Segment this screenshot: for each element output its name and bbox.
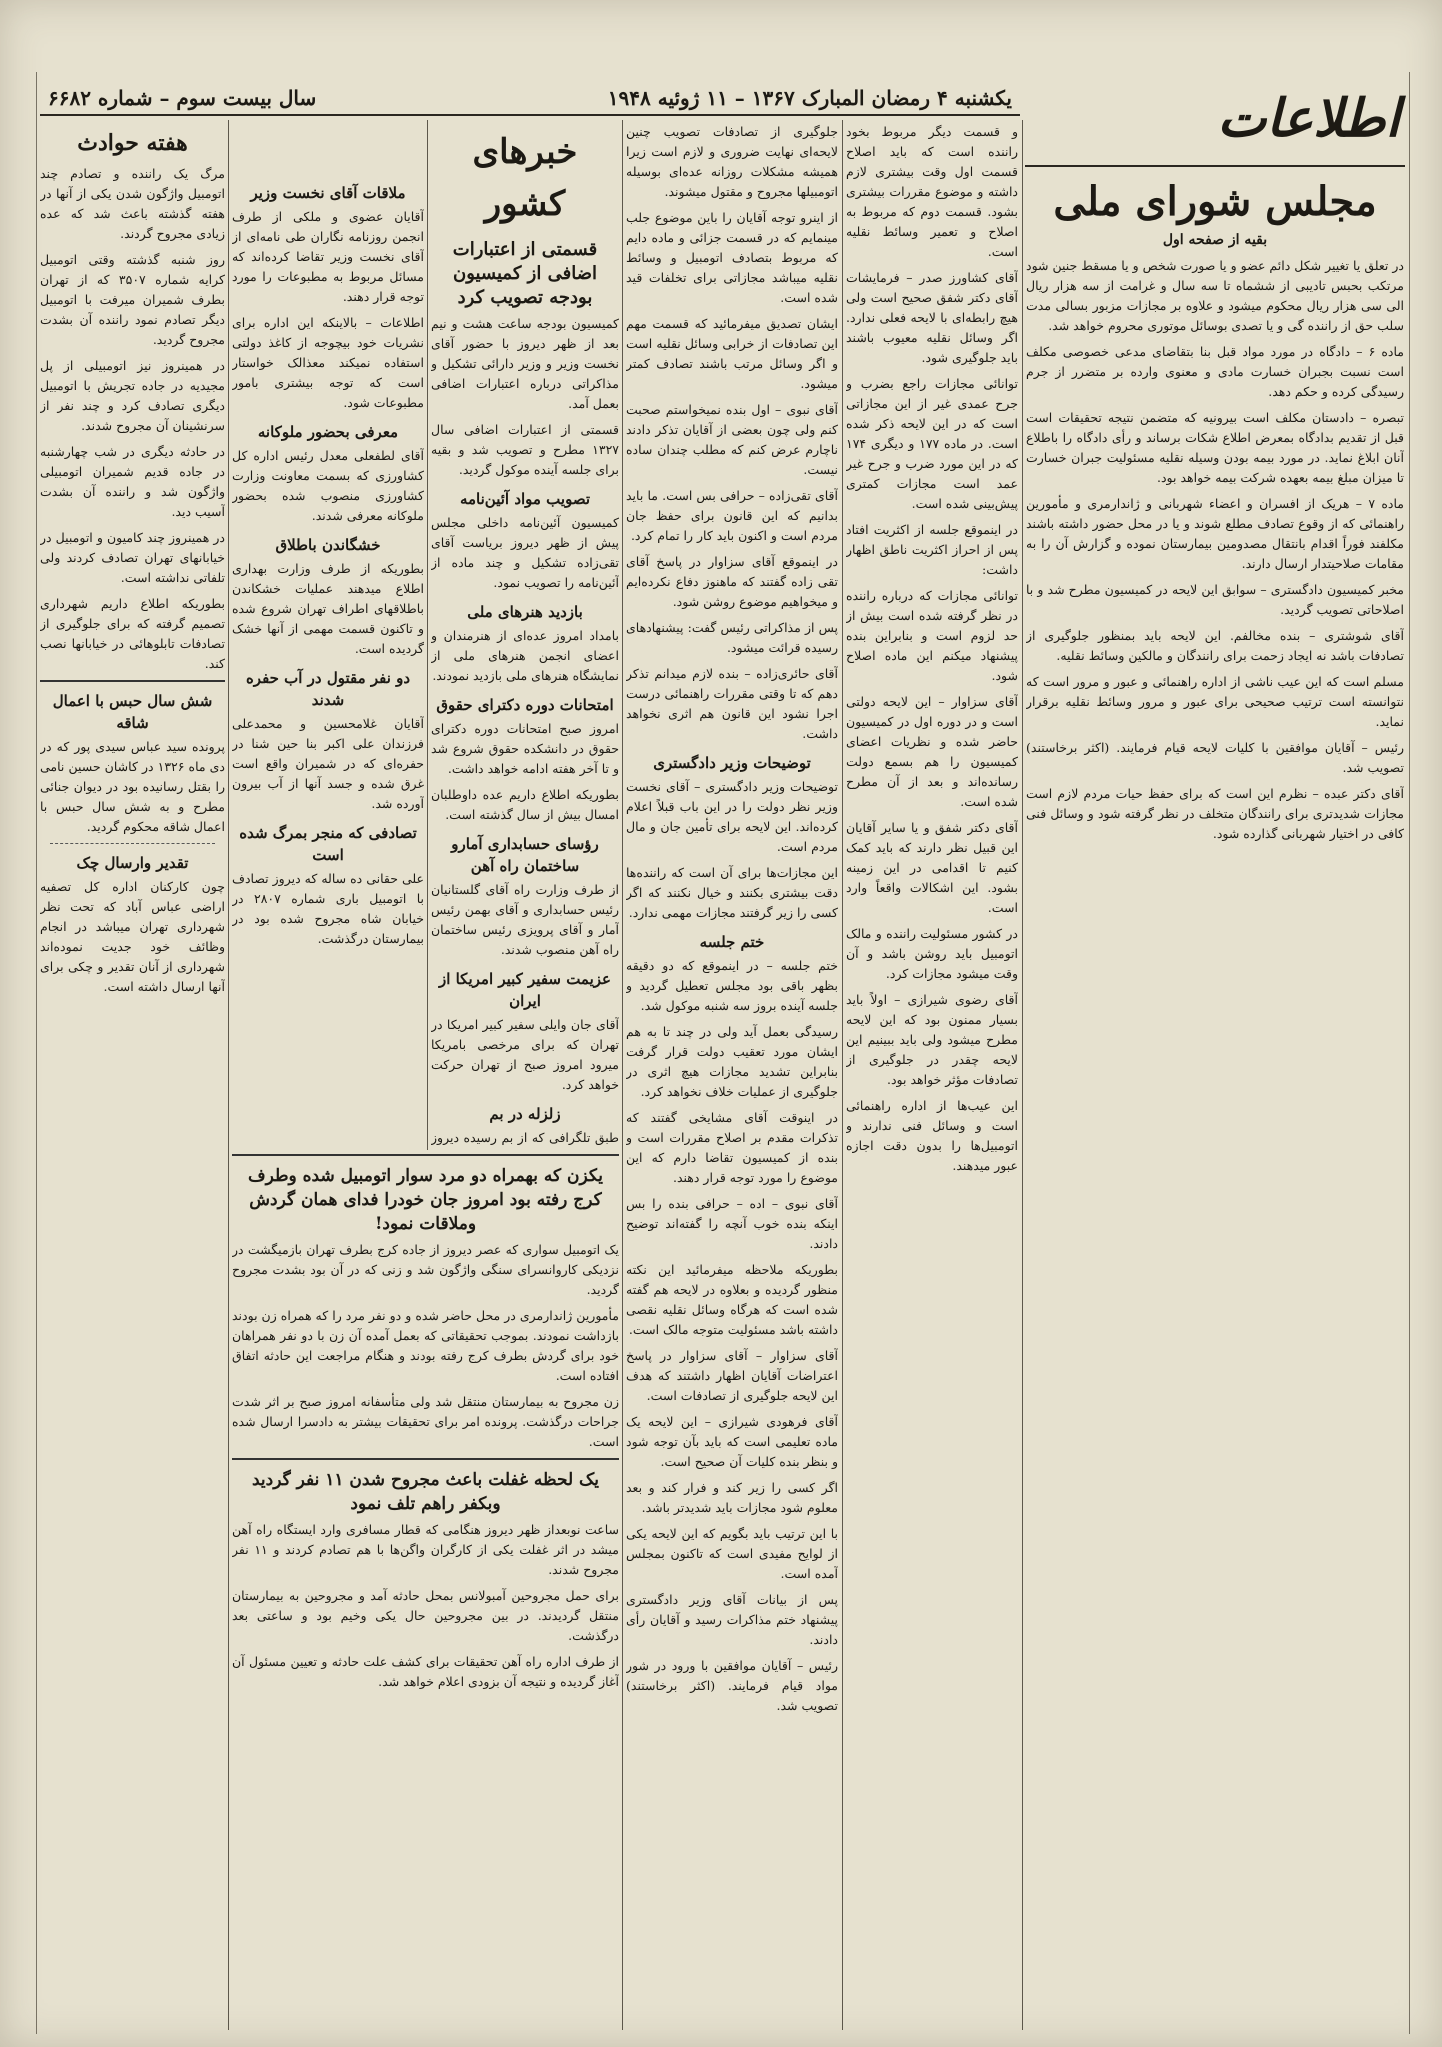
paragraph: مسلم است که این عیب ناشی از اداره راهنمائی و عبور و مرور است که نتوانسته است ترتیب صحیحی برای عبور و مرور وسائط نقلیه برقرار نماید. [1026,674,1404,729]
column-country-news [431,122,619,1150]
paragraph: آقای سزاوار – این لایحه دولتی است و در دوره اول در کمیسیون حاضر شده و نظریات اعضای کمیسیون را هم بسمع دولت رسانده‌اند و بعد از آن مطرح شده است. [846,694,1018,809]
paragraph: ایشان تصدیق میفرمائید که قسمت مهم این تصادفات از خرابی وسائل نقلیه است و اگر وسائل مرتب باشند تصادف کمتر میشود. [626,316,838,391]
headline-swamp: خشگاندن باطلاق [275,536,381,554]
headline-ambassador: عزیمت سفیر کبیر امریکا از ایران [438,970,612,1010]
column-majlis-2 [846,122,1018,2030]
paragraph: در همینروز نیز اتومبیلی از پل مجیدیه در جاده تجریش با اتومبیل دیگری تصادف کرد و چند نفر از سرنشینان آن مجروح شدند. [40,358,225,433]
paragraph: از اینرو توجه آقایان را باین موضوع جلب مینمایم که در قسمت جزائی و ماده دایم که مربوط بتصادف اتومبیل و وسائط نقلیه میباشد مجازاتی برای تخلفات قید شده است. [626,210,838,305]
headline-majlis: مجلس شورای ملی [1053,178,1377,225]
paragraph: آقای دکتر شفق و یا سایر آقایان این قبیل نظر دارند که باید کمک کنیم تا اقدامی در این زمینه بشود. این اشکالات واقعاً وارد است. [846,820,1018,915]
paragraph: مخبر کمیسیون دادگستری – سوابق این لایحه در کمیسیون مطرح شد و با اصلاحاتی تصویب گردید. [1026,582,1404,617]
paragraph: تبصره – دادستان مکلف است بیرونیه که متضمن نتیجه تحقیقات است قبل از تقدیم بدادگاه بمعرض اطلاع شکات برساند و رأی دادگاه را باطلاع آنان ابلاغ نماید. در مورد بیمه بودن وسیله نقلیه مسئولیت جبران خسارت تا میزان مبلغ بیمه بعهده شرکت بیمه خواهد بود. [1026,410,1404,485]
column-majlis-3 [626,122,838,2030]
paragraph: پرونده سید عباس سیدی پور که در دی ماه ۱۳۲۶ در کاشان حسین نامی را بقتل رسانیده بود در دیوان جنائی مطرح و به شش سال حبس با اعمال شاقه محکوم گردید. [40,739,225,834]
paragraph: آقای حائری‌زاده – بنده لازم میدانم تذکر دهم که تا وقتی مقررات راهنمائی درست اجرا نشود این قانون هم اثری نخواهد داشت. [626,666,838,741]
paragraph: ساعت نوبعداز ظهر دیروز هنگامی که قطار مسافری وارد ایستگاه راه آهن میشد در اثر غفلت یکی از کارگران واگن‌ها با هم تصادم کردند و ۱۱ نفر مجروح شدند. [232,1522,619,1577]
paragraph: چون کارکنان اداره کل تصفیه اراضی عباس آباد که تحت نظر شهرداری تهران میباشد در انجام وظائف خود جدیت نموده‌اند شهرداری از آنان تقدیر و چکی برای آنها ارسال داشته است. [40,879,225,994]
paragraph: روز شنبه گذشته وقتی اتومبیل کرایه شماره ۳۵۰۷ که از تهران بطرف شمیران میرفت با اتومبیل دیگر تصادم نمود راننده آن بشدت مجروح گردید. [40,252,225,347]
paragraph: آقای فرهودی شیرازی – این لایحه یک ماده تعلیمی است که باید بآن توجه شود و بنظر بنده کلیات آن صحیح است. [626,1414,838,1469]
column-majlis [1026,172,1404,2030]
paragraph: در تعلق یا تغییر شکل دائم عضو و یا صورت شخص و یا مسقط جنین شود مرتکب بحبس تادیبی از ششماه تا سه سال و غرامت از سه هزار ریال الی سی هزار ریال محکوم میشود و علاوه بر مجازات مزبور بسالی مدت سلب حق از راننده گی و یا تصدی بوسائل موتوری محروم خواهد شد. [1026,258,1404,333]
headline-fatal-accident: تصادفی که منجر بمرگ شده است [239,824,417,864]
paragraph: آقای نبوی – اده – حرافی بنده را بس اینکه بنده خوب آنچه را گفته‌اند توضیح دادند. [626,1196,838,1251]
paragraph: در همینروز چند کامیون و اتومبیل در خیابانهای تهران تصادف کردند ولی تلفاتی نداشته است. [40,530,225,585]
paragraph: آقای نبوی – اول بنده نمیخواستم صحبت کنم ولی چون بعضی از آقایان تذکر دادند ناچارم عرض کنم که مطلب چندان ساده نیست. [626,402,838,477]
paragraph: رئیس – آقایان موافقین با کلیات لایحه قیام فرمایند. (اکثر برخاستند) تصویب شد. [1026,740,1404,775]
column-country-news-2 [232,122,424,1150]
paragraph: این عیب‌ها از اداره راهنمائی است و وسائل فنی ندارند و اتومبیل‌ها را بدون دقت اجازه عبور میدهند. [846,1098,1018,1173]
headline-train-accident: یک لحظه غفلت باعث مجروح شدن ۱۱ نفر گردید وبکفر راهم تلف نمود [251,1470,600,1514]
paragraph: در اینموقع جلسه از اکثریت افتاد پس از احراز اکثریت ناطق اظهار داشت: [846,522,1018,577]
paragraph: آقای کشاورز صدر – فرمایشات آقای دکتر شفق صحیح است ولی هیچ رابطه‌ای با لایحه فعلی ندارد. اگر وسائل نقلیه معیوب باشند باید جلوگیری شود. [846,270,1018,365]
paragraph: ختم جلسه – در اینموقع که دو دقیقه بظهر باقی بود مجلس تعطیل گردید و جلسه آینده بروز سه شنبه موکول شد. [626,958,838,1013]
paragraph: ماده ۶ – دادگاه در مورد مواد قبل بنا بتقاضای مدعی خصوصی مکلف است نسبت بجبران خسارت مادی و معنوی وارده بر متضرر از جرم رسیدگی کرده و حکم دهد. [1026,344,1404,399]
headline-arts: بازدید هنرهای ملی [467,603,583,621]
headline-exams: امتحانات دوره دکترای حقوق [436,696,614,714]
paragraph: بطوریکه اطلاع داریم عده داوطلبان امسال بیش از سال گذشته است. [431,787,619,822]
paragraph: از طرف اداره راه آهن تحقیقات برای کشف علت حادثه و تعیین مسئول آن آغاز گردیده و نتیجه آن بزودی اعلام خواهد شد. [232,1654,619,1689]
column-divider [622,120,623,2030]
paragraph: برای حمل مجروحین آمبولانس بمحل حادثه آمد و مجروحین به بیمارستان منتقل گردیدند. در بین مجروحین حال یکی وخیم بود و ساعتی بعد درگذشت. [232,1588,619,1643]
paragraph: بامداد امروز عده‌ای از هنرمندان و اعضای انجمن هنرهای ملی از نمایشگاه هنرهای ملی بازدید نمودند. [431,628,619,683]
paragraph: ماده ۷ – هریک از افسران و اعضاء شهربانی و ژاندارمری و مأمورین راهنمائی که از وقوع تصادف مطلع شوند و یا در محل حضور داشته باشند مکلفند فوراً اقدام بانتقال مصدومین بیمارستان نموده و گزارش آن را به مقامات صلاحیتدار ارسال دارند. [1026,496,1404,571]
paragraph: از طرف وزارت راه آقای گلستانیان رئیس حسابداری و آقای بهمن رئیس آمار و آقای پرویزی رئیس ساختمان راه آهن منصوب شدند. [431,882,619,957]
continuation-label: بقیه از صفحه اول [1162,232,1268,248]
headline-appreciation-check: تقدیر وارسال چک [76,854,189,872]
paragraph: بطوریکه اطلاع داریم شهرداری تصمیم گرفته که برای جلوگیری از تصادفات تابلوهائی در خیابانها نصب کند. [40,596,225,671]
headline-country-news: خبرهای کشور [472,132,578,224]
column-divider [427,120,428,1150]
paragraph: زن مجروح به بیمارستان منتقل شد ولی متأسفانه امروز صبح بر اثر شدت جراحات درگذشت. پرونده امر برای تحقیقات بیشتر به دادسرا ارسال شده است. [232,1394,619,1449]
paragraph: رئیس – آقایان موافقین با ورود در شور مواد قیام فرمایند. (اکثر برخاستند) تصویب شد. [626,1658,838,1713]
paragraph: قسمتی از اعتبارات اضافی سال ۱۳۲۷ مطرح و تصویب شد و بقیه برای جلسه آینده موکول گردید. [431,422,619,477]
column-divider [228,120,229,2030]
bottom-stories [232,1154,619,2030]
paragraph: کمیسیون بودجه ساعت هشت و نیم بعد از ظهر دیروز با حضور آقای نخست وزیر و وزیر دارائی تشکیل و مذاکراتی درباره اعتبارات اضافی بعمل آمد. [431,316,619,411]
masthead-logo: اطلاعات [1217,88,1400,149]
dateline [40,82,1020,116]
paragraph: کمیسیون آئین‌نامه داخلی مجلس پیش از ظهر دیروز بریاست آقای تقی‌زاده تشکیل و چند ماده از آئین‌نامه را تصویب نمود. [431,515,619,590]
paragraph: آقایان غلامحسین و محمدعلی فرزندان علی اکبر بنا حین شنا در حفره‌ای که در شمیران واقع است غرق شده و جسد آنها از آب بیرون آورده شد. [232,716,424,811]
paragraph: در حادثه دیگری در شب چهارشنبه در جاده قدیم شمیران اتومبیلی واژگون شد و راننده آن بشدت آسیب دید. [40,444,225,519]
dateline-issue: سال بیست سوم – شماره ۶۶۸۲ [48,86,317,110]
paragraph: پس از مذاکراتی رئیس گفت: پیشنهادهای رسیده قرائت میشود. [626,620,838,655]
paragraph: اطلاعات – بالاینکه این اداره برای نشریات خود بیچوجه از کاغذ دولتی استفاده نمیکند معذالک خواستار است که توجه بیشتری بامور مطبوعات شود. [232,315,424,410]
paragraph: بطوریکه از طرف وزارت بهداری اطلاع میدهند عملیات خشکاندن باطلاقهای اطراف تهران شروع شده و تاکنون قسمت مهمی از آنها خشک گردیده است. [232,561,424,656]
paragraph: آقای لطفعلی معدل رئیس اداره کل کشاورزی که بسمت معاونت وزارت کشاورزی منصوب شده بحضور ملوکانه معرفی شدند. [232,448,424,523]
column-divider [1022,120,1023,2030]
paragraph: مأمورین ژاندارمری در محل حاضر شده و دو نفر مرد را که همراه زن بودند بازداشت نمودند. بموجب تحقیقاتی که بعمل آمده آن زن با دو نفر همراهان خود برای گردش بطرف کرج رفته بودند و هنگام مراجعت این حادثه اتفاق افتاده است. [232,1308,619,1383]
masthead-rule [1025,165,1405,167]
paragraph: توانائی مجازات که درباره راننده در نظر گرفته شده است بیش از حد لزوم است و بنابراین بنده پیشنهاد میکنم این ماده اصلاح شود. [846,588,1018,683]
paragraph: این مجازات‌ها برای آن است که راننده‌ها دقت بیشتری بکنند و خیال نکنند که اگر کسی را زیر گرفتند مجازات مهمی ندارد. [626,865,838,920]
headline-drowning: دو نفر مقتول در آب حفره شدند [245,669,411,709]
paragraph: اگر کسی را زیر کند و فرار کند و بعد معلوم شود مجازات باید شدیدتر باشد. [626,1480,838,1515]
paragraph: طبق تلگرافی که از بم رسیده دیروز [431,1130,619,1145]
paragraph: امروز صبح امتحانات دوره دکترای حقوق در دانشکده حقوق شروع شد و تا آخر هفته ادامه خواهد داشت. [431,721,619,776]
paragraph: بطوریکه ملاحظه میفرمائید این نکته منظور گردیده و بعلاوه در لایحه هم گفته شده است که هرگاه وسائل نقلیه نقصی داشته باشد مسئولیت متوجه مالک است. [626,1262,838,1337]
paragraph: با این ترتیب باید بگویم که این لایحه یکی از لوایح مفیدی است که تاکنون بمجلس آمده است. [626,1526,838,1581]
paragraph: توانائی مجازات راجع بضرب و جرح عمدی غیر از این مجازاتی است که در این لایحه ذکر شده است. در ماده ۱۷۷ و دیگری ۱۷۴ که در این مورد ضرب و جرح غیر عمد است مجازات کمتری پیش‌بینی شده است. [846,376,1018,511]
headline-earthquake: زلزله در بم [489,1105,561,1123]
subhead-session-end: ختم جلسه [699,933,765,951]
headline-royal-presentation: معرفی بحضور ملوکانه [257,423,399,441]
paragraph: یک اتومبیل سواری که عصر دیروز از جاده کرج بطرف تهران بازمیگشت در نزدیکی کاروانسرای سنگی واژگون شد و زنی که در آن بود بشدت مجروح گردید. [232,1242,619,1297]
headline-bylaws: تصویب مواد آئین‌نامه [459,490,591,508]
headline-pm-meeting: ملاقات آقای نخست وزیر [250,184,406,202]
section-divider [40,680,225,682]
paragraph: و قسمت دیگر مربوط بخود راننده است که باید اصلاح قسمت اول وقت بیشتری لازم داشته و موضوع مقررات بیشتری بشود. قسمت دوم که مربوط به اصلاح و تعمیر وسائط نقلیه است. [846,124,1018,259]
paragraph: آقایان عضوی و ملکی از طرف انجمن روزنامه نگاران طی نامه‌ای از آقای نخست وزیر تقاضا کرده‌اند که مسائل مربوط به مطبوعات را مورد توجه قرار دهند. [232,209,424,304]
paragraph: آقای دکتر عبده – نظرم این است که برای حفظ حیات مردم لازم است مجازات شدیدتری برای رانندگان متخلف در نظر گرفته شود و وسائل فنی کافی در اختیار شهربانی گذارده شود. [1026,786,1404,841]
paragraph: آقای شوشتری – بنده مخالفم. این لایحه باید بمنظور جلوگیری از تصادفات باشد نه ایجاد زحمت برای رانندگان و مالکین وسائط نقلیه. [1026,628,1404,663]
paragraph: آقای جان وایلی سفیر کبیر امریکا در تهران که برای مرخصی بامریکا میرود امروز صبح از تهران حرکت خواهد کرد. [431,1017,619,1092]
column-divider [842,120,843,2030]
column-weekly-incidents [40,122,225,2030]
headline-six-years-prison: شش سال حبس با اعمال شاقه [52,692,213,732]
paragraph: آقای تقی‌زاده – حرافی بس است. ما باید بدانیم که این قانون برای حفظ جان مردم است و اکنون باید کار را تمام کرد. [626,488,838,543]
paragraph: پس از بیانات آقای وزیر دادگستری پیشنهاد ختم مذاکرات رسید و آقایان رأی دادند. [626,1592,838,1647]
headline-budget: قسمتی از اعتبارات اضافی از کمیسیون بودجه تصویب کرد [452,239,598,308]
paragraph: توضیحات وزیر دادگستری – آقای نخست وزیر نظر دولت را در این باب قبلاً اعلام کرده‌اند. این لایحه برای تأمین جان و مال مردم است. [626,779,838,854]
paragraph: جلوگیری از تصادفات تصویب چنین لایحه‌ای نهایت ضروری و لازم است زیرا همیشه مشکلات روزانه عده‌ای بوسیله اتومبیلها مجروح و مقتول میشوند. [626,124,838,199]
dateline-date: یکشنبه ۴ رمضان المبارک ۱۳۶۷ – ۱۱ ژوئیه ۱۹۴۸ [607,86,1012,110]
section-divider [50,843,215,844]
headline-weekly-incidents: هفته حوادث [77,130,188,156]
subhead-justice-minister: توضیحات وزیر دادگستری [653,754,811,772]
headline-railway: رؤسای حسابداری آمارو ساختمان راه آهن [451,835,599,875]
paragraph: در اینوقت آقای مشایخی گفتند که تذکرات مقدم بر اصلاح مقررات است و بنده از کمیسیون تقاضا دارم که این موضوع را مورد توجه قرار دهند. [626,1110,838,1185]
paragraph: در اینموقع آقای سزاوار در پاسخ آقای تقی زاده گفتند که ماهنوز دفاع نکرده‌ایم و میخواهیم موضوع روشن شود. [626,554,838,609]
paragraph: در کشور مسئولیت راننده و مالک اتومبیل باید روشن باشد و آن وقت میشود مجازات کرد. [846,926,1018,981]
story-divider [232,1458,619,1460]
paragraph: آقای سزاوار – آقای سزاوار در پاسخ اعتراضات آقایان اظهار داشتند که هدف این لایحه جلوگیری از تصادفات است. [626,1348,838,1403]
paragraph: مرگ یک راننده و تصادم چند اتومبیل واژگون شدن یکی از آنها در هفته گذشته باعث شد که عده زیادی مجروح گردند. [40,166,225,241]
paragraph: علی حقانی ده ساله که دیروز تصادف با اتومبیل باری شماره ۲۸۰۷ در خیابان شاه مجروح شده بود در بیمارستان درگذشت. [232,871,424,946]
paragraph: آقای رضوی شیرازی – اولاً باید بسیار ممنون بود که این لایحه مطرح میشود ولی باید ببینیم این لایحه چقدر در جلوگیری از تصادفات مؤثر خواهد بود. [846,992,1018,1087]
paragraph: رسیدگی بعمل آید ولی در چند تا به هم ایشان مورد تعقیب دولت قرار گرفت بنابراین تشدید مجازات هیچ اثری در جلوگیری از عملیات خلاف نخواهد کرد. [626,1024,838,1099]
headline-woman-accident: یکزن که بهمراه دو مرد سوار اتومبیل شده وطرف کرج رفته بود امروز جان خودرا فدای همان گردش وملاقات نمود! [247,1166,604,1234]
